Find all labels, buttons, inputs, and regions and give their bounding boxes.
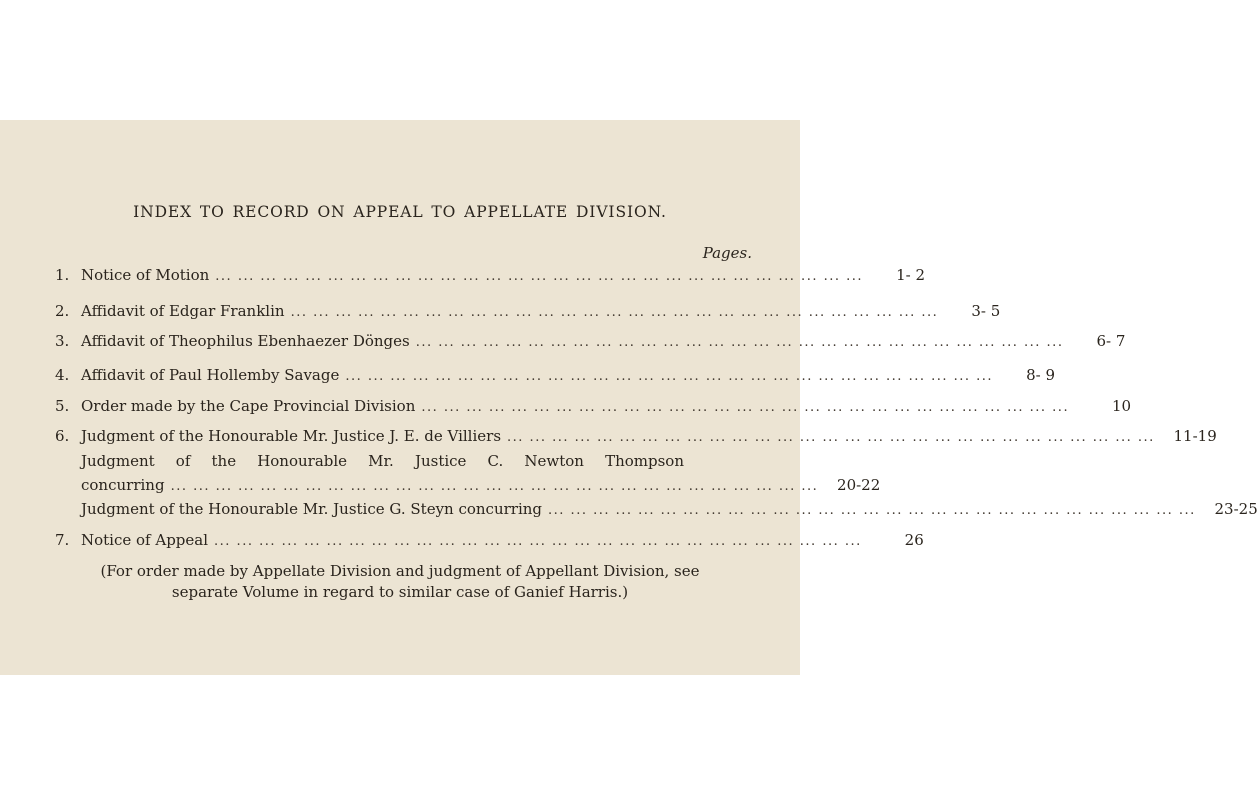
footnote [40, 561, 760, 603]
footnote-line-1: (For order made by Appellate Division and judgment of Appellant Division, see [100, 562, 700, 580]
entry-pages: 26 [904, 531, 924, 549]
entry-pages: 23-25 [1214, 500, 1258, 518]
entry-title: Affidavit of Paul Hollemby Savage [81, 366, 340, 384]
document-page [0, 120, 1258, 675]
entry-title: Notice of Appeal [81, 531, 209, 549]
entry-title: Judgment of the Honourable Mr. Justice J. E. de Villiers [81, 427, 502, 445]
dot-leader: ... ... ... ... ... ... ... ... ... ... ... ... ... ... ... ... ... ... ... ... ... ... ... ... ... ... ... ... ... [290, 305, 939, 320]
entry-pages: 3- 5 [971, 302, 1001, 320]
entry-number: 4. [55, 366, 70, 384]
index-entry-6 [55, 424, 1217, 448]
entry-pages: 1- 2 [896, 266, 926, 284]
index-entry-5 [55, 394, 1132, 418]
entry-title: Affidavit of Edgar Franklin [81, 302, 285, 320]
dot-leader: ... ... ... ... ... ... ... ... ... ... ... ... ... ... ... ... ... ... ... ... ... ... ... ... ... ... ... ... ... [170, 479, 819, 494]
entry-title: Order made by the Cape Provincial Division [81, 397, 416, 415]
index-entry-6b-line1: Judgment of the Honourable Mr. Justice C. Newton Thompson [81, 452, 684, 470]
dot-leader: ... ... ... ... ... ... ... ... ... ... ... ... ... ... ... ... ... ... ... ... ... ... ... ... ... ... ... ... ... [214, 534, 862, 549]
entry-number: 3. [55, 332, 70, 350]
index-entry-1 [55, 263, 926, 287]
dot-leader: ... ... ... ... ... ... ... ... ... ... ... ... ... ... ... ... ... ... ... ... ... ... ... ... ... ... ... ... ... [345, 369, 994, 384]
index-entry-6b [55, 473, 881, 497]
entry-number: 1. [55, 266, 70, 284]
dot-leader: ... ... ... ... ... ... ... ... ... ... ... ... ... ... ... ... ... ... ... ... ... ... ... ... ... ... ... ... ... [548, 503, 1196, 518]
dot-leader: ... ... ... ... ... ... ... ... ... ... ... ... ... ... ... ... ... ... ... ... ... ... ... ... ... ... ... ... ... [415, 335, 1064, 350]
index-entry-7 [55, 528, 924, 552]
index-title: INDEX TO RECORD ON APPEAL TO APPELLATE DIVISION. [133, 203, 667, 221]
dot-leader: ... ... ... ... ... ... ... ... ... ... ... ... ... ... ... ... ... ... ... ... ... ... ... ... ... ... ... ... ... [421, 400, 1070, 415]
dot-leader: ... ... ... ... ... ... ... ... ... ... ... ... ... ... ... ... ... ... ... ... ... ... ... ... ... ... ... ... ... [507, 430, 1155, 445]
index-entry-2 [55, 299, 1001, 323]
entry-title: Affidavit of Theophilus Ebenhaezer Dönges [81, 332, 410, 350]
entry-pages: 6- 7 [1096, 332, 1126, 350]
index-entry-4 [55, 363, 1056, 387]
entry-number: 6. [55, 427, 70, 445]
entry-number: 2. [55, 302, 70, 320]
footnote-line-2: separate Volume in regard to similar case of Ganief Harris.) [171, 583, 629, 601]
entry-pages: 8- 9 [1026, 366, 1056, 384]
index-entry-3 [55, 329, 1126, 353]
entry-number: 7. [55, 531, 70, 549]
pages-column-heading: Pages. [702, 244, 752, 262]
entry-pages: 11-19 [1173, 427, 1217, 445]
entry-pages: 10 [1111, 397, 1132, 415]
index-entry-6c [55, 497, 1258, 521]
entry-number: 5. [55, 397, 70, 415]
entry-pages: 20-22 [837, 476, 881, 494]
entry-title: Notice of Motion [81, 266, 210, 284]
entry-title: Judgment of the Honourable Mr. Justice G. Steyn concurring [81, 500, 543, 518]
dot-leader: ... ... ... ... ... ... ... ... ... ... ... ... ... ... ... ... ... ... ... ... ... ... ... ... ... ... ... ... ... [215, 269, 864, 284]
entry-title: concurring [81, 476, 165, 494]
